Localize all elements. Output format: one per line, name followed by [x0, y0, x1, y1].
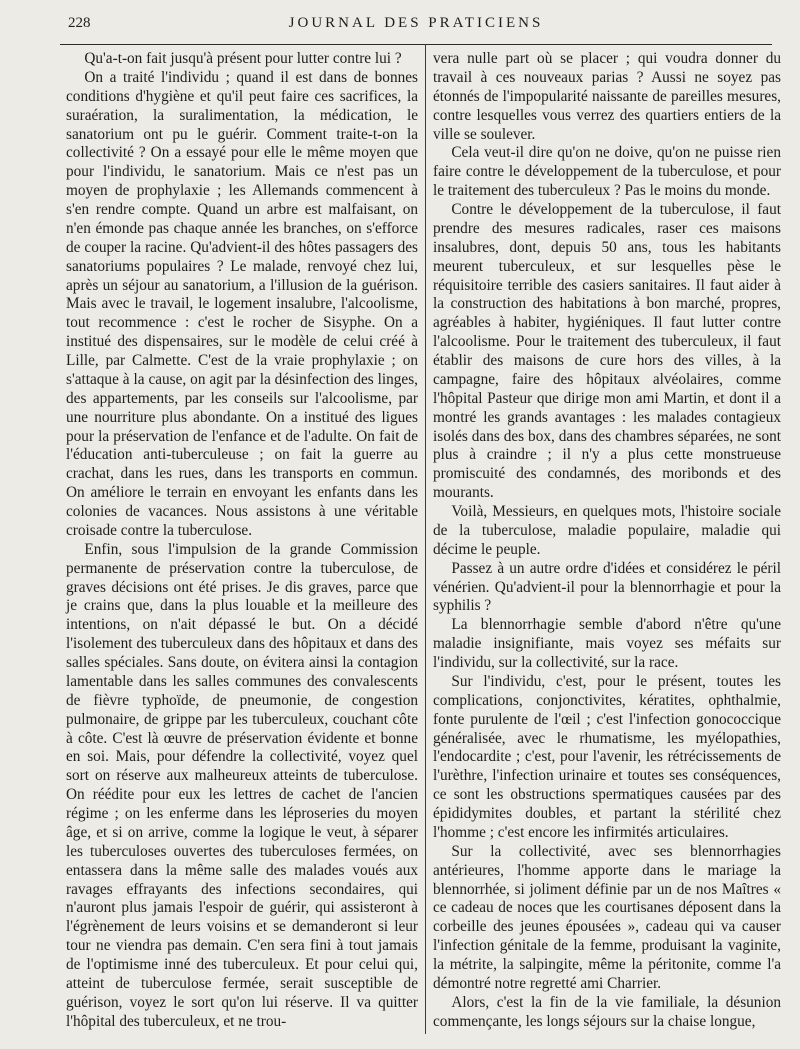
paragraph: Enfin, sous l'impulsion de la grande Commission permanente de préservation contre la tuberculose, de graves décisions ont été prises. Je dis graves, parce que je crains que, dans la plus louable et la meilleure des intentions, on n'ait dépassé le but. On a décidé l'isolement des tuberculeux dans des hôpitaux et dans des salles spéciales. Sans doute, on évitera ainsi la contagion lamentable dans les salles communes des convalescents de fièvre typhoïde, de pneumonie, de congestion pulmonaire, de grippe par les tuberculeux, couchant côte à côte. C'est là œuvre de préservation évidente et bonne en soi. Mais, pour défendre la collectivité, voyez quel sort on réserve aux malheureux atteints de tuberculose. On réédite pour eux les lettres de cachet de l'ancien régime ; on les enferme dans les léproseries du moyen âge, et si on arrive, comme la logique le veut, à séparer les tuberculoses ouvertes des tuberculoses fermées, on entassera dans la même salle des malades voués aux ravages effrayants des infections secondaires, qui n'auront plus jamais l'espoir de guérir, qui assisteront à l'égrènement de leurs voisins et se demanderont si leur tour ne viendra pas demain. C'en sera fini à tout jamais de l'optimisme inné des tuberculeux. Et pour celui qui, atteint de tuberculose fermée, serait susceptible de guérison, voyez le sort qu'on lui réserve. Il va quitter l'hôpital des tuberculeux, et ne trou- — [66, 540, 418, 1030]
right-column — [433, 50, 781, 1032]
paragraph: Contre le développement de la tuberculose, il faut prendre des mesures radicales, raser ces maisons insalubres, dont, depuis 50 ans, tous les habitants meurent tuberculeux, et sur lesquelles pèse le réquisitoire terrible des casiers sanitaires. Il faut aider à la construction des habitations à bon marché, propres, agréables à habiter, hygiéniques. Il faut lutter contre l'alcoolisme. Pour le traitement des tuberculeux, il faut établir des maisons de cure hors des villes, à la campagne, faire des hôpitaux alvéolaires, comme l'hôpital Pasteur que dirige mon ami Martin, et dont il a montré les grands avantages : les malades contagieux isolés dans des box, dans des chambres séparées, ne sont plus à craindre ; il n'y a plus cette monstrueuse promiscuité des condamnés, des moribonds et des mourants. — [433, 201, 781, 502]
paragraph: Alors, c'est la fin de la vie familiale, la désunion commençante, les longs séjours sur la chaise longue, — [433, 993, 781, 1030]
header-rule — [60, 44, 772, 45]
column-divider — [425, 44, 426, 1034]
paragraph: La blennorrhagie semble d'abord n'être qu'une maladie insignifiante, mais voyez ses méfaits sur l'individu, sur la collectivité, sur la race. — [433, 616, 781, 671]
page-header — [60, 12, 772, 38]
paragraph: Sur l'individu, c'est, pour le présent, toutes les complications, conjonctivites, kératites, ophthalmie, fonte purulente de l'œil ; c'est l'infection gonococcique généralisée, avec le rhumatisme, les myélopathies, l'endocardite ; c'est, pour l'avenir, les rétrécissements de l'urèthre, l'infection urinaire et toutes ses conséquences, ce sont les obstructions spermatiques causées par des épididymites doubles, et partant la stérilité chez l'homme ; c'est encore les infirmités articulaires. — [433, 672, 781, 841]
paragraph: Sur la collectivité, avec ses blennorrhagies antérieures, l'homme apporte dans le mariage la blennorrhée, si joliment définie par un de nos Maîtres « ce cadeau de noces que les courtisanes déposent dans la corbeille des jeunes épousées », cadeau qui va causer l'infection génitale de la femme, produisant la vaginite, la métrite, la salpingite, même la péritonite, comme l'a démontré notre regretté ami Charrier. — [433, 842, 781, 992]
paragraph: Passez à un autre ordre d'idées et considérez le péril vénérien. Qu'advient-il pour la blennorrhagie et pour la syphilis ? — [433, 559, 781, 615]
paragraph: On a traité l'individu ; quand il est dans de bonnes conditions d'hygiène et qu'il peut faire ces sacrifices, la suraération, la suralimentation, la médication, le sanatorium ont pu le guérir. Comment traite-t-on la collectivité ? On a essayé pour elle le même moyen que pour l'individu, le sanatorium. Mais ce n'est pas un moyen de prophylaxie ; les Allemands commencent à s'en rendre compte. Quand un arbre est malfaisant, on n'en émonde pas chaque année les branches, on s'efforce de couper la racine. Qu'advient-il des hôtes passagers des sanatoriums populaires ? Le malade, renvoyé chez lui, après un séjour au sanatorium, a l'illusion de la guérison. Mais avec le travail, le logement insalubre, l'alcoolisme, tout recommence : c'est le rocher de Sisyphe. On a institué des dispensaires, sur le modèle de celui créé à Lille, par Calmette. C'est de la vraie prophylaxie ; on s'attaque à la cause, on agit par la désinfection des linges, des appartements, par les conseils sur l'alcoolisme, par une nourriture plus abondante. On a institué des ligues pour la préservation de l'enfance et de l'adulte. On fait de l'éducation anti-tuberculeuse ; on fait la guerre au crachat, dans les rues, dans les transports en commun. On améliore le terrain en envoyant les enfants dans les colonies de vacances. Nous assistons à une véritable croisade contre la tuberculose. — [66, 68, 418, 539]
paragraph-continued: vera nulle part où se placer ; qui voudra donner du travail à ces nouveaux parias ? Aussi ne soyez pas étonnés de l'impopularité naissante de pareilles mesures, contre lesquelles vous verrez des quartiers entiers de la ville se soulever. — [433, 50, 781, 143]
running-title: JOURNAL DES PRATICIENS — [288, 15, 544, 31]
page-number: 228 — [68, 15, 91, 31]
left-column — [66, 50, 418, 1032]
paragraph: Voilà, Messieurs, en quelques mots, l'histoire sociale de la tuberculose, maladie populaire, maladie qui décime le peuple. — [433, 503, 781, 558]
paragraph: Cela veut-il dire qu'on ne doive, qu'on ne puisse rien faire contre le développement de la tuberculose, et pour le traitement des tuberculeux ? Pas le moins du monde. — [433, 144, 781, 200]
paragraph: Qu'a-t-on fait jusqu'à présent pour lutter contre lui ? — [84, 50, 402, 67]
